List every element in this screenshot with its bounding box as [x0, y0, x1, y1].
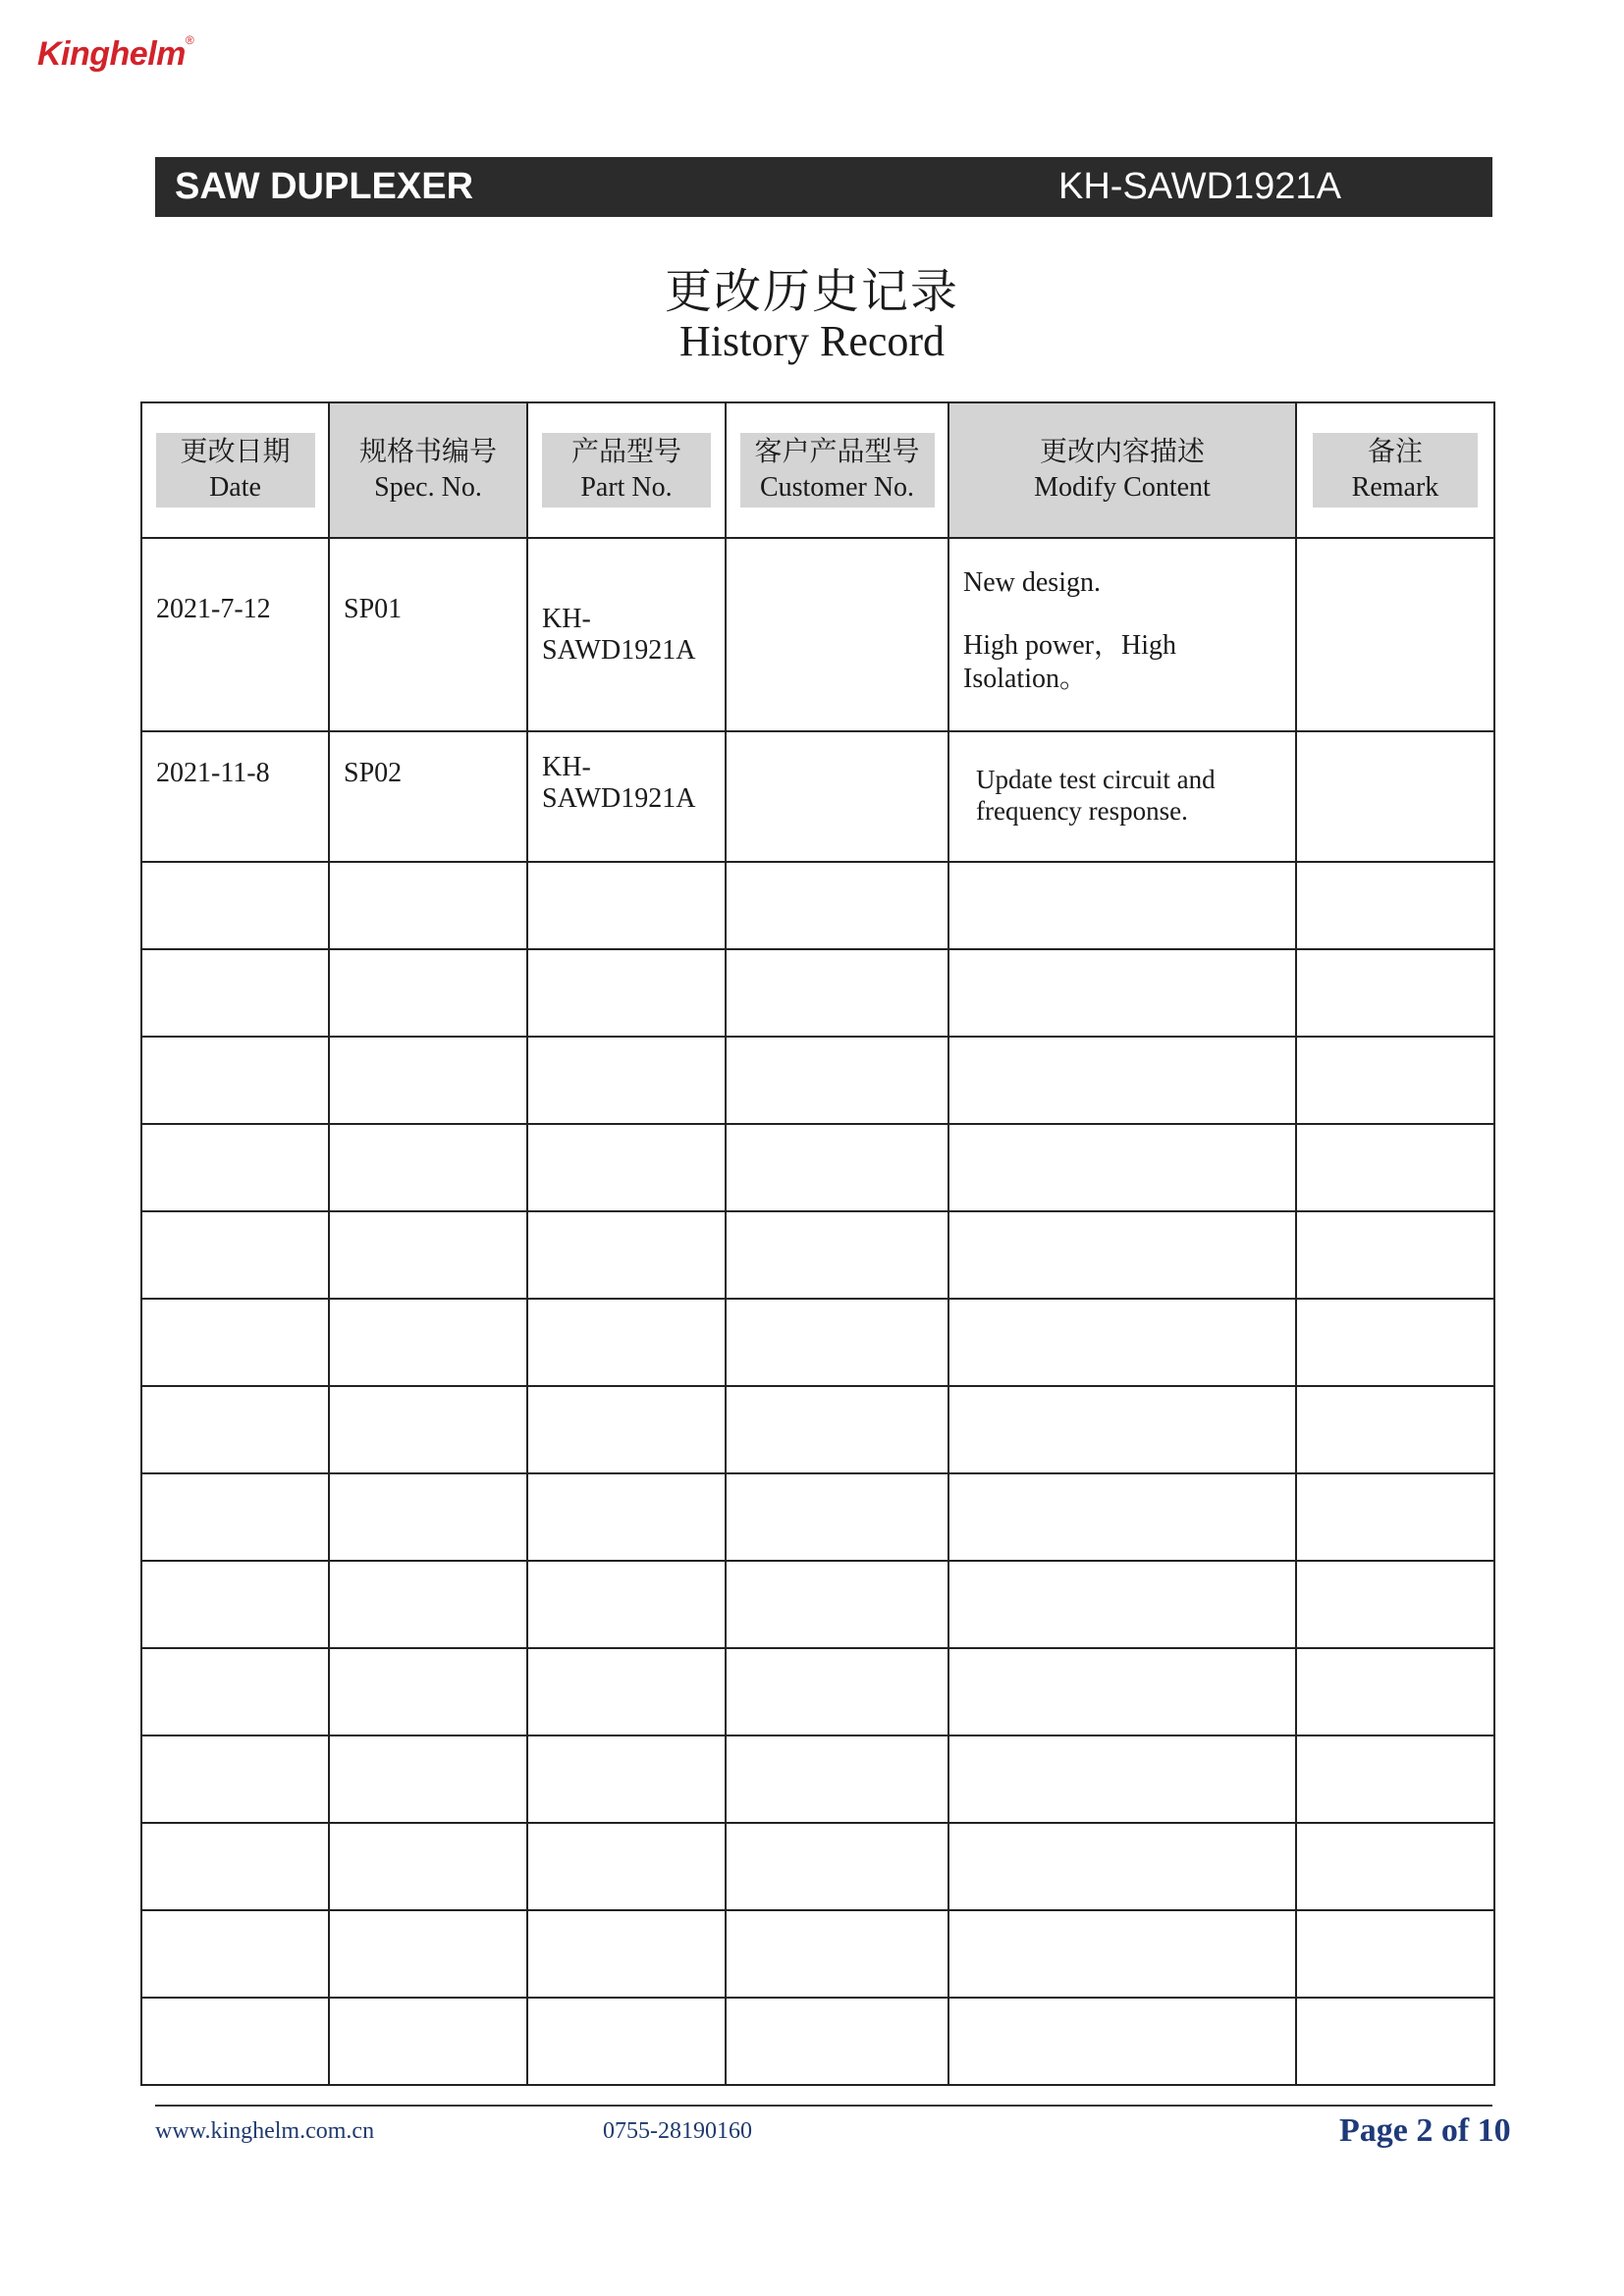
page-title-en: History Record — [678, 317, 946, 365]
page-number: Page 2 of 10 — [1339, 2112, 1511, 2149]
product-type: SAW DUPLEXER — [175, 166, 474, 207]
cell-customer-no — [726, 538, 948, 731]
table-row — [141, 862, 1494, 949]
table-header-row — [141, 402, 1494, 538]
cell-date: 2021-7-12 — [141, 538, 329, 731]
header-remark: 备注 Remark — [1296, 402, 1494, 538]
header-modify-content: 更改内容描述 Modify Content — [948, 402, 1296, 538]
cell-spec-no: SP01 — [329, 538, 527, 731]
cell-date: 2021-11-8 — [141, 731, 329, 862]
cell-part-no: KH- SAWD1921A — [527, 731, 726, 862]
cell-remark — [1296, 538, 1494, 731]
table-row — [141, 1735, 1494, 1823]
table-row — [141, 949, 1494, 1037]
header-spec-no: 规格书编号 Spec. No. — [329, 402, 527, 538]
cell-spec-no: SP02 — [329, 731, 527, 862]
header-customer-no: 客户产品型号 Customer No. — [726, 402, 948, 538]
part-number: KH-SAWD1921A — [1058, 166, 1341, 207]
table-row — [141, 1211, 1494, 1299]
footer-phone: 0755-28190160 — [603, 2118, 752, 2144]
header-banner — [155, 157, 1492, 217]
cell-customer-no — [726, 731, 948, 862]
table-row — [141, 1386, 1494, 1473]
footer-website-link[interactable]: www.kinghelm.com.cn — [155, 2118, 375, 2144]
table-row — [141, 1299, 1494, 1386]
table-row — [141, 1648, 1494, 1735]
cell-modify-content: New design. High power，High Isolation。 — [948, 538, 1296, 731]
cell-remark — [1296, 731, 1494, 862]
header-date: 更改日期 Date — [141, 402, 329, 538]
header-part-no: 产品型号 Part No. — [527, 402, 726, 538]
cell-modify-content: Update test circuit and frequency response. — [948, 731, 1296, 862]
page-title-cn: 更改历史记录 — [664, 266, 959, 318]
cell-part-no: KH- SAWD1921A — [527, 538, 726, 731]
table-row — [141, 731, 1494, 862]
table-row — [141, 1473, 1494, 1561]
table-row — [141, 1823, 1494, 1910]
table-row — [141, 1037, 1494, 1124]
table-row — [141, 1561, 1494, 1648]
footer-divider — [155, 2105, 1492, 2107]
history-table — [140, 401, 1495, 2086]
table-row — [141, 1998, 1494, 2085]
table-row — [141, 1124, 1494, 1211]
table-row — [141, 538, 1494, 731]
kinghelm-logo: Kinghelm® — [37, 33, 194, 73]
table-row — [141, 1910, 1494, 1998]
